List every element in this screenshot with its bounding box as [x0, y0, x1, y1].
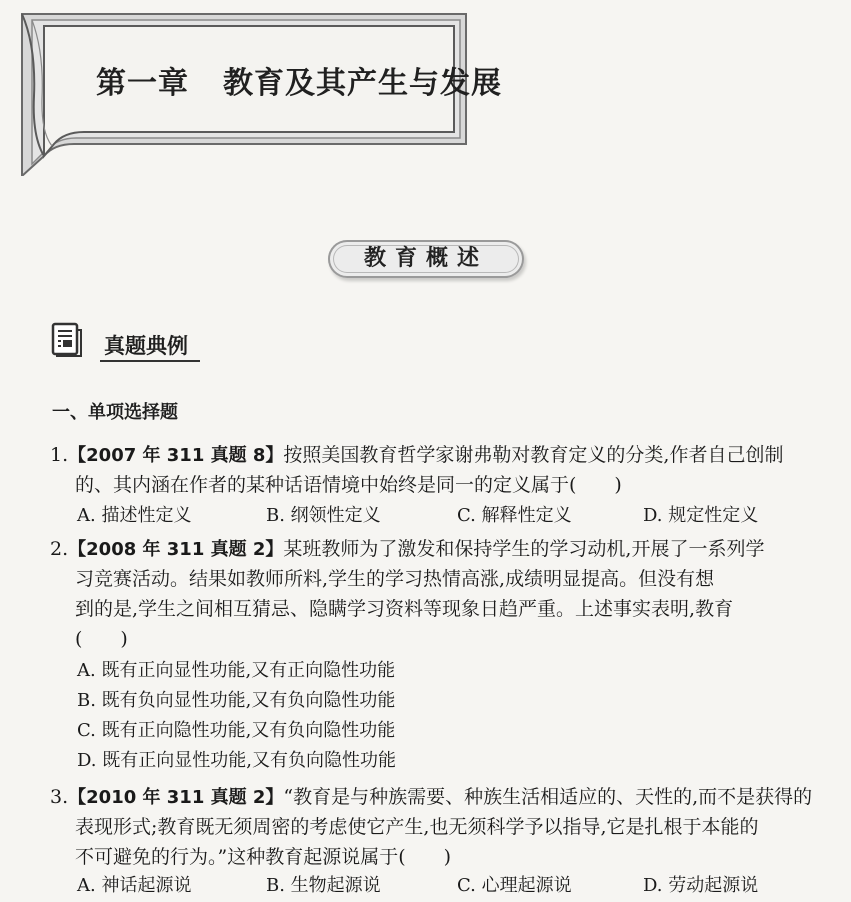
question-2-option-c: C. 既有正向隐性功能,又有负向隐性功能 [77, 720, 396, 741]
question-1-option-c: C. 解释性定义 [457, 505, 572, 526]
chapter-number: 第一章 [96, 66, 189, 101]
question-type-heading: 一、单项选择题 [52, 402, 178, 423]
question-2-option-a: A. 既有正向显性功能,又有正向隐性功能 [77, 660, 396, 681]
question-3-option-c: C. 心理起源说 [457, 875, 572, 896]
question-3-line-2: 表现形式;教育既无须周密的考虑使它产生,也无须科学予以指导,它是扎根于本能的 [75, 816, 759, 838]
chapter-name: 教育及其产生与发展 [223, 66, 502, 101]
question-1-option-d: D. 规定性定义 [643, 505, 759, 526]
document-icon [50, 322, 84, 358]
question-3-option-b: B. 生物起源说 [266, 875, 381, 896]
question-1-line-2: 的、其内涵在作者的某种话语情境中始终是同一的定义属于( ) [75, 474, 622, 496]
question-2-option-b: B. 既有负向显性功能,又有负向隐性功能 [77, 690, 396, 711]
question-text: 某班教师为了激发和保持学生的学习动机,开展了一系列学 [283, 538, 765, 560]
question-1-line-1 [50, 440, 783, 471]
question-3-line-3: 不可避免的行为。”这种教育起源说属于( ) [75, 846, 452, 868]
question-2-line-4: ( ) [75, 628, 128, 650]
examples-heading: 真题典例 [104, 334, 188, 358]
question-1-option-b: B. 纲领性定义 [266, 505, 381, 526]
question-source: 【2008 年 311 真题 2】 [68, 539, 284, 560]
question-text: “教育是与种族需要、种族生活相适应的、天性的,而不是获得的 [283, 786, 813, 808]
question-2-line-2: 习竞赛活动。结果如教师所料,学生的学习热情高涨,成绩明显提高。但没有想 [75, 568, 715, 590]
question-3-option-d: D. 劳动起源说 [643, 875, 759, 896]
chapter-banner [14, 6, 502, 176]
question-number: 3. [50, 786, 69, 808]
question-1-option-a: A. 描述性定义 [77, 505, 192, 526]
question-text: 按照美国教育哲学家谢弗勒对教育定义的分类,作者自己创制 [283, 444, 784, 466]
question-3-line-1 [50, 782, 812, 813]
question-source: 【2007 年 311 真题 8】 [68, 445, 284, 466]
question-number: 2. [50, 538, 69, 560]
question-2-option-d: D. 既有正向显性功能,又有负向隐性功能 [77, 750, 396, 771]
question-source: 【2010 年 311 真题 2】 [68, 787, 284, 808]
heading-underline [100, 360, 200, 362]
question-2-line-1 [50, 534, 764, 565]
question-number: 1. [50, 444, 69, 466]
section-title: 教育概述 [328, 240, 524, 278]
question-3-option-a: A. 神话起源说 [77, 875, 192, 896]
chapter-title [96, 58, 502, 102]
question-2-line-3: 到的是,学生之间相互猜忌、隐瞒学习资料等现象日趋严重。上述事实表明,教育 [75, 598, 734, 620]
